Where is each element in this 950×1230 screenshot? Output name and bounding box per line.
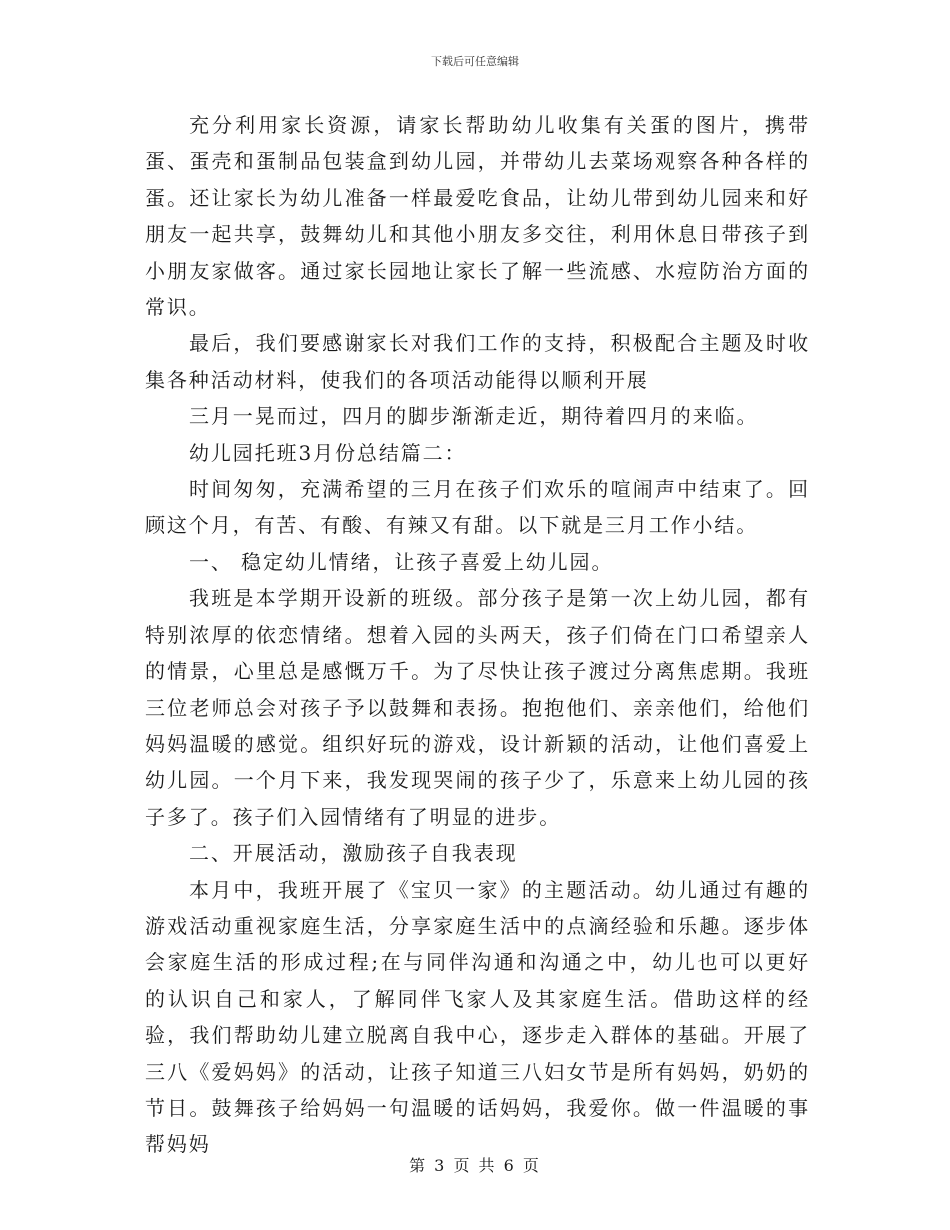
paragraph-new-class: 我班是本学期开设新的班级。部分孩子是第一次上幼儿园，都有特别浓厚的依恋情绪。想着入园的头两天，孩子们倚在门口希望亲人的情景，心里总是感慨万千。为了尽快让孩子渡过分离焦虑期。我班三位老师总会对孩子予以鼓舞和表扬。抱抱他们、亲亲他们，给他们妈妈温暖的感觉。组织好玩的游戏，设计新颖的活动，让他们喜爱上幼儿园。一个月下来，我发现哭闹的孩子少了，乐意来上幼儿园的孩子多了。孩子们入园情绪有了明显的进步。: [145, 586, 810, 829]
paragraph-theme-activity: 本月中，我班开展了《宝贝一家》的主题活动。幼儿通过有趣的游戏活动重视家庭生活，分享家庭生活中的点滴经验和乐趣。逐步体会家庭生活的形成过程;在与同伴沟通和沟通之中，幼儿也可以更好的认识自己和家人，了解同伴飞家人及其家庭生活。借助这样的经验，我们帮助幼儿建立脱离自我中心，逐步走入群体的基础。开展了三八《爱妈妈》的活动，让孩子知道三八妇女节是所有妈妈，奶奶的节日。鼓舞孩子给妈妈一句温暖的话妈妈，我爱你。做一件温暖的事帮妈妈: [145, 877, 810, 1157]
paragraph-thanks: 最后，我们要感谢家长对我们工作的支持，积极配合主题及时收集各种活动材料，使我们的各项活动能得以顺利开展: [145, 331, 810, 392]
heading-stabilize-emotions: 一、 稳定幼儿情绪，让孩子喜爱上幼儿园。: [189, 549, 614, 574]
paragraph-parent-resources: 充分利用家长资源，请家长帮助幼儿收集有关蛋的图片，携带蛋、蛋壳和蛋制品包装盒到幼儿园，并带幼儿去菜场观察各种各样的蛋。还让家长为幼儿准备一样最爱吃食品，让幼儿带到幼儿园来和好朋友一起共享，鼓舞幼儿和其他小朋友多交往，利用休息日带孩子到小朋友家做客。通过家长园地让家长了解一些流感、水痘防治方面的常识。: [145, 113, 810, 320]
page-header: 下载后可任意编辑: [431, 55, 519, 68]
paragraph-time-passes: 时间匆匆，充满希望的三月在孩子们欢乐的喧闹声中结束了。回顾这个月，有苦、有酸、有辣又有甜。以下就是三月工作小结。: [145, 477, 810, 538]
page-number: 第 3 页 共 6 页: [409, 1156, 541, 1175]
document-body: [145, 107, 810, 1163]
section-title-part-two: 幼儿园托班3月份总结篇二：: [189, 440, 467, 465]
paragraph-march-ending: 三月一晃而过，四月的脚步渐渐走近，期待着四月的来临。: [189, 404, 759, 429]
heading-activities: 二、开展活动，激励孩子自我表现: [189, 841, 518, 866]
